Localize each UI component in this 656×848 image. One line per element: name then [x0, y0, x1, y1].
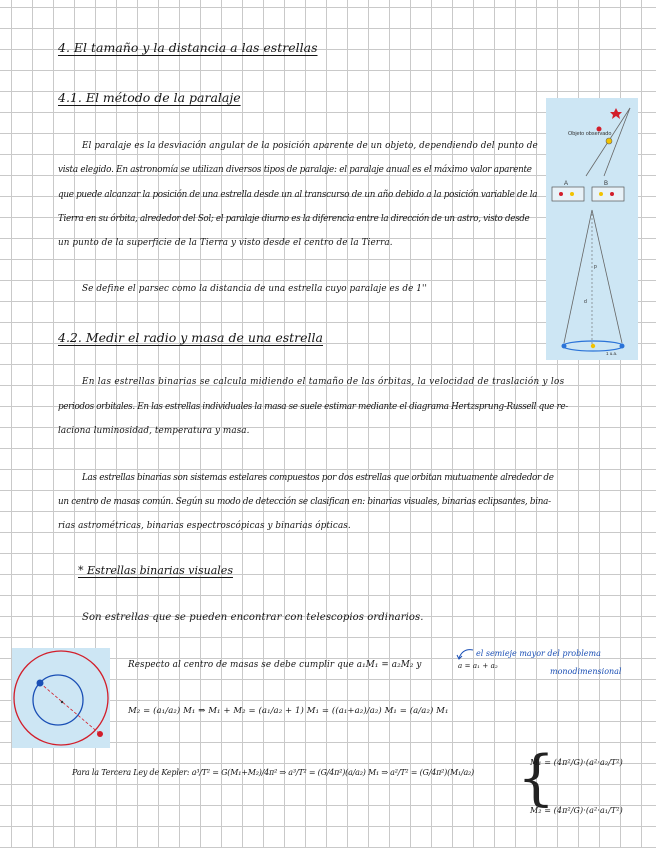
- section-heading-4: 4. El tamaño y la distancia a las estrellas: [58, 40, 318, 55]
- view-box-b: [592, 187, 624, 201]
- para1-line: un punto de la superficie de la Tierra y visto desde el centro de la Tierra.: [58, 238, 393, 248]
- para1-line: que puede alcanzar la posición de una estrella desde un al transcurso de un año debido a la posición variable de la: [58, 190, 538, 200]
- semimajor-axis-note: monodimensional: [550, 667, 622, 676]
- para1-line: vista elegido. En astronomía se utilizan diversos tipos de paralaje: el paralaje anual es el máximo valor aparente: [58, 165, 532, 175]
- star-2-icon: [97, 731, 103, 737]
- para3-line: Las estrellas binarias son sistemas estelares compuestos por dos estrellas que orbitan mutuamente alrededor de: [82, 473, 554, 483]
- sun-icon: [591, 344, 595, 348]
- mass-1-result: M₁ = (4π²/G)·(a²·a₂/T²): [530, 758, 623, 767]
- semimajor-axis-note: el semieje mayor del problema: [476, 649, 601, 658]
- subheading-visual-binaries: * Estrellas binarias visuales: [78, 564, 233, 577]
- binary-orbit-figure: [12, 648, 110, 748]
- para3-line: rias astrométricas, binarias espectroscópicas y binarias ópticas.: [58, 521, 351, 531]
- star-1-icon: [37, 680, 44, 687]
- note-arrow-icon: [455, 646, 475, 662]
- figure-label-b: B: [604, 181, 609, 187]
- visual-binaries-definition: Son estrellas que se pueden encontrar con telescopios ordinarios.: [82, 612, 424, 623]
- figure-label-au: 1 u.a.: [606, 351, 618, 356]
- center-of-mass-icon: [61, 701, 63, 703]
- view-b-star: [610, 192, 614, 196]
- para1-line: Tierra en su órbita, alrededor del Sol; el paralaje diurno es la diferencia entre la dirección de un astro, visto desde: [58, 214, 530, 224]
- observed-object-icon: [606, 138, 612, 144]
- parallax-figure: [546, 98, 638, 360]
- section-heading-4-2: 4.2. Medir el radio y masa de una estrella: [58, 330, 324, 345]
- para3-line: un centro de masas común. Según su modo de detección se clasifican en: binarias visuales, binarias eclipsantes, bina-: [58, 497, 551, 507]
- figure-label-p: p: [594, 264, 597, 270]
- center-of-mass-equation: Respecto al centro de masas se debe cumplir que a₁M₁ = a₂M₂ y: [128, 660, 422, 670]
- earth-position-icon: [620, 344, 625, 349]
- view-b-object: [599, 192, 603, 196]
- para2-line: En las estrellas binarias se calcula midiendo el tamaño de las órbitas, la velocidad de traslación y los: [82, 377, 565, 387]
- figure-label-d: d: [584, 299, 587, 305]
- result-brace: {: [517, 743, 556, 813]
- figure-label-object: Objeto observado: [568, 131, 612, 137]
- para2-line: laciona luminosidad, temperatura y masa.: [58, 426, 250, 436]
- view-box-a: [552, 187, 584, 201]
- mass-2-result: M₂ = (4π²/G)·(a²·a₁/T²): [530, 806, 623, 815]
- section-heading-4-1: 4.1. El método de la paralaje: [58, 90, 241, 105]
- para2-line: periodos orbitales. En las estrellas individuales la masa se suele estimar mediante el diagrama Hertzsprung-Russell que re-: [58, 402, 568, 412]
- mass-relation-equation: M₂ = (a₁/a₂) M₁ ⇒ M₁ + M₂ = (a₁/a₂ + 1) M₁ = ((a₁+a₂)/a₂) M₁ = (a/a₂) M₁: [128, 706, 449, 716]
- semimajor-axis-definition: a = a₁ + a₂: [458, 662, 498, 670]
- kepler-third-law-equation: Para la Tercera Ley de Kepler: a³/T² = G(M₁+M₂)/4π² ⇒ a³/T² = (G/4π²)(a/a₂) M₁ ⇒ a²/T² = (G/4π²)(M₁/a₂): [72, 768, 474, 777]
- parsec-definition: Se define el parsec como la distancia de una estrella cuyo paralaje es de 1'': [82, 284, 428, 294]
- figure-label-a: A: [564, 181, 569, 187]
- view-a-star: [559, 192, 563, 196]
- earth-position-icon: [562, 344, 567, 349]
- para1-line: El paralaje es la desviación angular de la posición aparente de un objeto, dependiendo del punto de: [82, 141, 538, 151]
- view-a-object: [570, 192, 574, 196]
